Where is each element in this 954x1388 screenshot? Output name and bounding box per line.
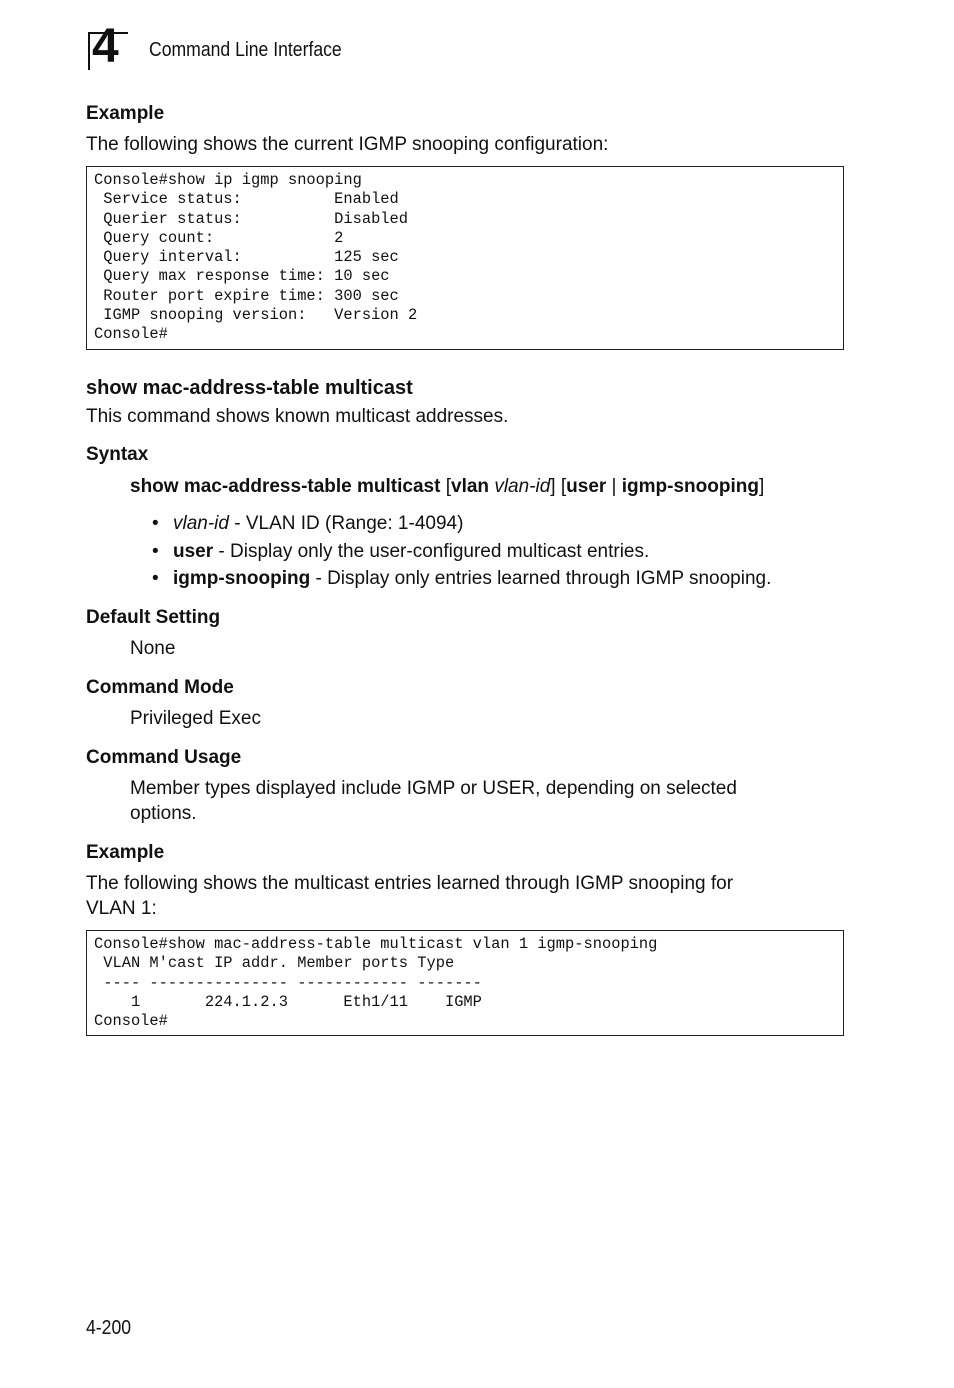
syntax-bracket: ] [758,476,765,497]
syntax-keyword-igmp-snooping: igmp-snooping [621,476,759,497]
command-usage-line: Member types displayed include IGMP or USER, depending on selected [130,778,737,799]
param-term: user [173,541,214,562]
default-setting-value: None [130,638,176,659]
param-item [173,566,771,591]
param-term: vlan-id [173,513,229,534]
command-description: This command shows known multicast addresses. [86,406,509,427]
command-mode-heading: Command Mode [86,677,234,698]
param-desc: - VLAN ID (Range: 1-4094) [228,513,464,534]
chapter-number: 4 [92,20,119,73]
code-text: Console#show ip igmp snooping Service status: Enabled Querier status: Disabled Query count: 2 Query interval: 125 sec Query max response time: 10 sec Router port expire time: 300 sec IGMP snooping version: Version 2 Console# [94,171,418,344]
syntax-heading: Syntax [86,444,149,465]
bullet-marker: • [152,541,159,562]
example-intro: The following shows the multicast entries learned through IGMP snooping for [86,873,734,894]
code-text: Console#show mac-address-table multicast vlan 1 igmp-snooping VLAN M'cast IP addr. Member ports Type ---- --------------- ------------ ------- 1 224.1.2.3 Eth1/11 IGMP Console# [94,935,658,1031]
example-heading: Example [86,842,165,863]
syntax-arg-vlan-id: vlan-id [494,476,551,497]
example-intro: The following shows the current IGMP snooping configuration: [86,134,609,155]
example-intro: VLAN 1: [86,898,157,919]
syntax-bracket: ] [ [550,476,567,497]
param-item [173,539,649,564]
bullet-marker: • [152,568,159,589]
syntax-command: show mac-address-table multicast [130,476,441,497]
command-title: show mac-address-table multicast [86,377,413,399]
example-heading: Example [86,103,165,124]
param-term: igmp-snooping [173,568,311,589]
syntax-line [130,474,764,499]
command-usage-heading: Command Usage [86,747,242,768]
bullet-marker: • [152,513,159,534]
chapter-title: Command Line Interface [149,39,342,61]
code-block-multicast-table [86,930,844,1036]
param-desc: - Display only the user-configured multicast entries. [213,541,650,562]
syntax-bracket: [ [440,476,451,497]
syntax-pipe: | [606,476,622,497]
param-item [173,511,463,536]
param-desc: - Display only entries learned through IGMP snooping. [310,568,772,589]
command-mode-value: Privileged Exec [130,708,261,729]
command-usage-line: options. [130,803,197,824]
page-number: 4-200 [86,1317,132,1339]
syntax-keyword-vlan: vlan [451,476,490,497]
syntax-keyword-user: user [566,476,607,497]
default-setting-heading: Default Setting [86,607,221,628]
code-block-igmp-snooping [86,166,844,350]
